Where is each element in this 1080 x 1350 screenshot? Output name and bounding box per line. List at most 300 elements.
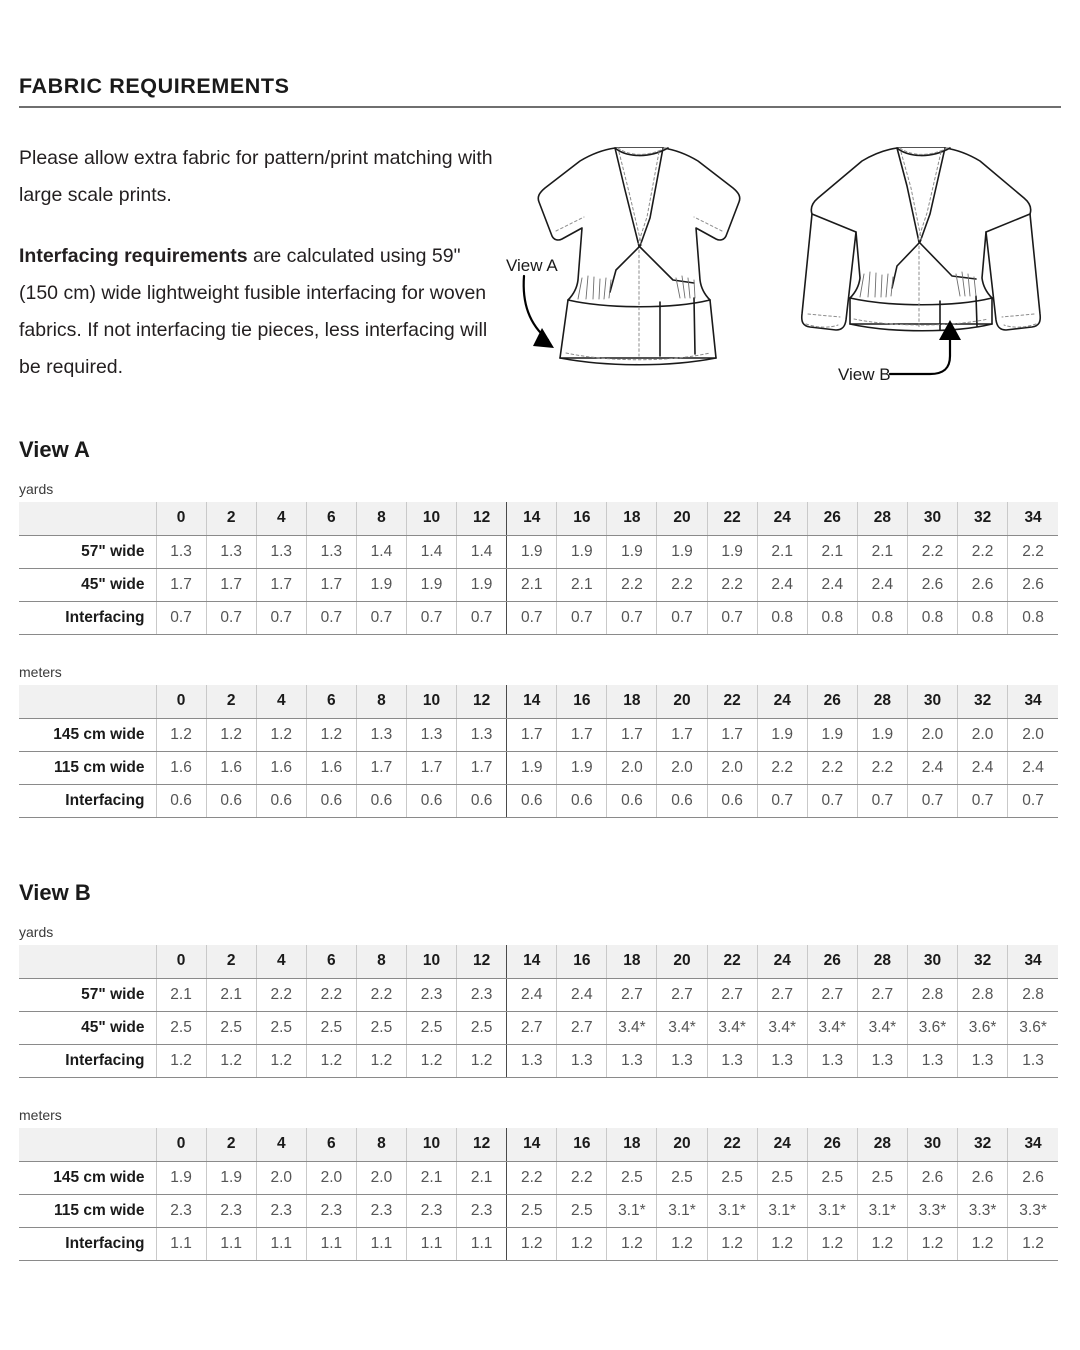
view-b-meters-unit-label: meters (19, 1107, 62, 1123)
yardage-cell: 2.7 (707, 978, 757, 1011)
yardage-cell: 1.2 (657, 1227, 707, 1260)
size-header-26: 26 (807, 945, 857, 978)
size-header-2: 2 (206, 502, 256, 535)
yardage-cell: 0.7 (507, 601, 557, 634)
size-header-0: 0 (156, 502, 206, 535)
size-header-6: 6 (306, 685, 356, 718)
yardage-cell: 1.2 (156, 1044, 206, 1077)
yardage-cell: 3.3* (907, 1194, 957, 1227)
size-header-16: 16 (557, 945, 607, 978)
yardage-cell: 2.7 (557, 1011, 607, 1044)
yardage-cell: 2.4 (1008, 751, 1058, 784)
yardage-cell: 2.2 (958, 535, 1008, 568)
garment-illustrations (498, 128, 1068, 408)
interfacing-requirements-lead: Interfacing requirements (19, 245, 248, 267)
yardage-cell: 3.4* (857, 1011, 907, 1044)
size-header-14: 14 (507, 502, 557, 535)
size-header-24: 24 (757, 502, 807, 535)
yardage-cell: 1.2 (407, 1044, 457, 1077)
yardage-cell: 2.5 (356, 1011, 406, 1044)
yardage-cell: 1.3 (1008, 1044, 1058, 1077)
yardage-cell: 3.4* (757, 1011, 807, 1044)
yardage-cell: 1.3 (958, 1044, 1008, 1077)
row-label: 145 cm wide (19, 718, 156, 751)
view-b-callout-label: View B (838, 365, 891, 384)
yardage-cell: 2.5 (657, 1161, 707, 1194)
size-header-12: 12 (457, 945, 507, 978)
size-header-14: 14 (507, 945, 557, 978)
yardage-cell: 2.5 (857, 1161, 907, 1194)
yardage-cell: 2.0 (306, 1161, 356, 1194)
yardage-cell: 2.1 (156, 978, 206, 1011)
row-label: 45" wide (19, 1011, 156, 1044)
yardage-cell: 2.6 (958, 568, 1008, 601)
row-label: Interfacing (19, 601, 156, 634)
size-header-2: 2 (206, 1128, 256, 1161)
yardage-cell: 1.3 (557, 1044, 607, 1077)
yardage-cell: 1.2 (707, 1227, 757, 1260)
yardage-cell: 1.7 (507, 718, 557, 751)
yardage-cell: 2.0 (707, 751, 757, 784)
yardage-cell: 3.1* (807, 1194, 857, 1227)
size-header-2: 2 (206, 685, 256, 718)
yardage-cell: 1.9 (657, 535, 707, 568)
yardage-cell: 3.4* (707, 1011, 757, 1044)
table-row (19, 718, 1058, 751)
size-header-24: 24 (757, 945, 807, 978)
yardage-cell: 0.6 (657, 784, 707, 817)
yardage-cell: 1.2 (557, 1227, 607, 1260)
table-row (19, 568, 1058, 601)
yardage-cell: 0.7 (757, 784, 807, 817)
yardage-cell: 2.5 (607, 1161, 657, 1194)
yardage-cell: 3.6* (1008, 1011, 1058, 1044)
size-header-22: 22 (707, 945, 757, 978)
yardage-cell: 2.5 (557, 1194, 607, 1227)
interfacing-requirements-rest: are calculated using 59" (150 cm) wide lightweight fusible interfacing for woven fabrics. If not interfacing tie pieces, less interfacing will be required. (19, 245, 488, 378)
yardage-cell: 1.1 (256, 1227, 306, 1260)
table-corner-cell (19, 945, 156, 978)
yardage-cell: 1.2 (958, 1227, 1008, 1260)
size-header-32: 32 (958, 1128, 1008, 1161)
yardage-cell: 1.9 (507, 535, 557, 568)
row-label: 145 cm wide (19, 1161, 156, 1194)
intro-paragraph-2 (19, 238, 499, 386)
yardage-cell: 1.3 (907, 1044, 957, 1077)
yardage-cell: 1.7 (607, 718, 657, 751)
yardage-cell: 2.7 (857, 978, 907, 1011)
size-header-0: 0 (156, 1128, 206, 1161)
view-a-meters-table (19, 685, 1058, 818)
table-row (19, 1227, 1058, 1260)
size-header-24: 24 (757, 685, 807, 718)
yardage-cell: 2.5 (256, 1011, 306, 1044)
size-header-32: 32 (958, 502, 1008, 535)
yardage-cell: 2.6 (1008, 1161, 1058, 1194)
view-a-yards-table (19, 502, 1058, 635)
yardage-cell: 2.8 (1008, 978, 1058, 1011)
size-header-28: 28 (857, 945, 907, 978)
yardage-cell: 1.4 (407, 535, 457, 568)
size-header-row (19, 502, 1058, 535)
yardage-cell: 1.2 (306, 1044, 356, 1077)
yardage-cell: 1.9 (707, 535, 757, 568)
yardage-cell: 2.3 (457, 978, 507, 1011)
yardage-cell: 1.9 (356, 568, 406, 601)
yardage-cell: 2.6 (958, 1161, 1008, 1194)
view-b-yards-unit-label: yards (19, 924, 54, 940)
yardage-cell: 2.5 (707, 1161, 757, 1194)
yardage-cell: 1.7 (707, 718, 757, 751)
intro-text-block (19, 140, 499, 386)
yardage-cell: 2.2 (757, 751, 807, 784)
view-a-heading: View A (19, 437, 90, 462)
yardage-cell: 0.8 (757, 601, 807, 634)
yardage-cell: 0.6 (607, 784, 657, 817)
size-header-4: 4 (256, 945, 306, 978)
size-header-30: 30 (907, 502, 957, 535)
size-header-34: 34 (1008, 945, 1058, 978)
yardage-cell: 2.2 (607, 568, 657, 601)
size-header-32: 32 (958, 945, 1008, 978)
yardage-cell: 0.7 (1008, 784, 1058, 817)
yardage-cell: 1.4 (356, 535, 406, 568)
size-header-10: 10 (407, 502, 457, 535)
yardage-cell: 1.2 (607, 1227, 657, 1260)
title-divider (19, 106, 1061, 108)
row-label: Interfacing (19, 784, 156, 817)
yardage-cell: 1.3 (457, 718, 507, 751)
size-header-22: 22 (707, 1128, 757, 1161)
yardage-cell: 1.7 (206, 568, 256, 601)
yardage-cell: 2.1 (407, 1161, 457, 1194)
yardage-cell: 1.3 (507, 1044, 557, 1077)
yardage-cell: 2.3 (457, 1194, 507, 1227)
yardage-cell: 2.7 (507, 1011, 557, 1044)
size-header-8: 8 (356, 502, 406, 535)
yardage-cell: 1.7 (407, 751, 457, 784)
size-header-4: 4 (256, 685, 306, 718)
yardage-cell: 1.9 (457, 568, 507, 601)
yardage-cell: 1.9 (507, 751, 557, 784)
size-header-2: 2 (206, 945, 256, 978)
row-label: 57" wide (19, 535, 156, 568)
table-row (19, 978, 1058, 1011)
yardage-cell: 1.9 (557, 751, 607, 784)
yardage-cell: 1.9 (857, 718, 907, 751)
size-header-18: 18 (607, 502, 657, 535)
yardage-cell: 2.4 (907, 751, 957, 784)
row-label: 115 cm wide (19, 751, 156, 784)
yardage-cell: 0.6 (156, 784, 206, 817)
yardage-cell: 1.6 (156, 751, 206, 784)
yardage-cell: 3.3* (1008, 1194, 1058, 1227)
yardage-cell: 1.9 (156, 1161, 206, 1194)
yardage-cell: 0.7 (807, 784, 857, 817)
yardage-cell: 0.6 (206, 784, 256, 817)
yardage-cell: 1.3 (857, 1044, 907, 1077)
yardage-cell: 1.1 (457, 1227, 507, 1260)
yardage-cell: 1.2 (757, 1227, 807, 1260)
yardage-cell: 1.1 (156, 1227, 206, 1260)
yardage-cell: 0.6 (256, 784, 306, 817)
yardage-cell: 3.4* (807, 1011, 857, 1044)
yardage-cell: 2.8 (907, 978, 957, 1011)
size-header-6: 6 (306, 945, 356, 978)
yardage-cell: 2.1 (206, 978, 256, 1011)
yardage-cell: 0.7 (958, 784, 1008, 817)
yardage-cell: 2.1 (557, 568, 607, 601)
size-header-8: 8 (356, 945, 406, 978)
size-header-22: 22 (707, 685, 757, 718)
yardage-cell: 2.0 (657, 751, 707, 784)
yardage-cell: 2.7 (807, 978, 857, 1011)
yardage-cell: 1.7 (457, 751, 507, 784)
yardage-cell: 2.2 (907, 535, 957, 568)
view-a-meters-unit-label: meters (19, 664, 62, 680)
size-header-14: 14 (507, 1128, 557, 1161)
size-header-26: 26 (807, 502, 857, 535)
yardage-cell: 2.5 (507, 1194, 557, 1227)
yardage-cell: 1.1 (407, 1227, 457, 1260)
size-header-18: 18 (607, 1128, 657, 1161)
yardage-cell: 3.4* (657, 1011, 707, 1044)
size-header-22: 22 (707, 502, 757, 535)
size-header-10: 10 (407, 1128, 457, 1161)
yardage-cell: 1.4 (457, 535, 507, 568)
yardage-cell: 1.3 (757, 1044, 807, 1077)
yardage-cell: 2.1 (507, 568, 557, 601)
size-header-4: 4 (256, 502, 306, 535)
yardage-cell: 1.9 (757, 718, 807, 751)
size-header-16: 16 (557, 685, 607, 718)
yardage-cell: 0.7 (256, 601, 306, 634)
yardage-cell: 2.5 (206, 1011, 256, 1044)
yardage-cell: 0.7 (557, 601, 607, 634)
size-header-34: 34 (1008, 502, 1058, 535)
size-header-30: 30 (907, 1128, 957, 1161)
yardage-cell: 2.2 (807, 751, 857, 784)
yardage-cell: 1.1 (306, 1227, 356, 1260)
yardage-cell: 2.5 (807, 1161, 857, 1194)
yardage-cell: 1.2 (306, 718, 356, 751)
yardage-cell: 1.2 (807, 1227, 857, 1260)
size-header-26: 26 (807, 1128, 857, 1161)
size-header-8: 8 (356, 685, 406, 718)
yardage-cell: 3.6* (958, 1011, 1008, 1044)
yardage-cell: 1.3 (256, 535, 306, 568)
yardage-cell: 0.6 (306, 784, 356, 817)
yardage-cell: 1.3 (356, 718, 406, 751)
yardage-cell: 1.6 (306, 751, 356, 784)
size-header-6: 6 (306, 502, 356, 535)
yardage-cell: 1.1 (356, 1227, 406, 1260)
size-header-12: 12 (457, 1128, 507, 1161)
yardage-cell: 0.7 (907, 784, 957, 817)
yardage-cell: 2.5 (757, 1161, 807, 1194)
yardage-cell: 2.2 (857, 751, 907, 784)
yardage-cell: 2.3 (156, 1194, 206, 1227)
size-header-18: 18 (607, 685, 657, 718)
row-label: Interfacing (19, 1044, 156, 1077)
size-header-30: 30 (907, 685, 957, 718)
yardage-cell: 0.6 (356, 784, 406, 817)
view-a-callout-arrow (524, 276, 554, 348)
size-header-14: 14 (507, 685, 557, 718)
yardage-cell: 2.2 (306, 978, 356, 1011)
yardage-cell: 1.2 (1008, 1227, 1058, 1260)
size-header-30: 30 (907, 945, 957, 978)
yardage-cell: 3.1* (657, 1194, 707, 1227)
yardage-cell: 2.3 (356, 1194, 406, 1227)
size-header-20: 20 (657, 685, 707, 718)
size-header-32: 32 (958, 685, 1008, 718)
yardage-cell: 2.4 (857, 568, 907, 601)
yardage-cell: 1.7 (156, 568, 206, 601)
row-label: Interfacing (19, 1227, 156, 1260)
yardage-cell: 0.6 (707, 784, 757, 817)
yardage-cell: 0.7 (206, 601, 256, 634)
size-header-row (19, 685, 1058, 718)
yardage-cell: 1.9 (557, 535, 607, 568)
yardage-cell: 1.6 (206, 751, 256, 784)
yardage-cell: 1.3 (707, 1044, 757, 1077)
yardage-cell: 2.8 (958, 978, 1008, 1011)
row-label: 115 cm wide (19, 1194, 156, 1227)
table-row (19, 601, 1058, 634)
size-header-20: 20 (657, 1128, 707, 1161)
size-header-row (19, 1128, 1058, 1161)
yardage-cell: 1.9 (407, 568, 457, 601)
yardage-cell: 2.7 (657, 978, 707, 1011)
yardage-cell: 0.7 (657, 601, 707, 634)
yardage-cell: 1.2 (457, 1044, 507, 1077)
yardage-cell: 1.2 (206, 1044, 256, 1077)
yardage-cell: 2.3 (206, 1194, 256, 1227)
yardage-cell: 2.0 (958, 718, 1008, 751)
size-header-12: 12 (457, 502, 507, 535)
yardage-cell: 3.1* (757, 1194, 807, 1227)
size-header-10: 10 (407, 685, 457, 718)
yardage-cell: 1.3 (407, 718, 457, 751)
yardage-cell: 0.6 (557, 784, 607, 817)
yardage-cell: 1.2 (156, 718, 206, 751)
yardage-cell: 3.4* (607, 1011, 657, 1044)
view-b-heading: View B (19, 880, 91, 905)
yardage-cell: 2.0 (1008, 718, 1058, 751)
yardage-cell: 0.7 (356, 601, 406, 634)
yardage-cell: 2.0 (907, 718, 957, 751)
yardage-cell: 0.6 (507, 784, 557, 817)
view-b-meters-table (19, 1128, 1058, 1261)
size-header-12: 12 (457, 685, 507, 718)
yardage-cell: 2.0 (256, 1161, 306, 1194)
yardage-cell: 1.7 (306, 568, 356, 601)
table-row (19, 535, 1058, 568)
table-corner-cell (19, 685, 156, 718)
yardage-cell: 1.9 (607, 535, 657, 568)
yardage-cell: 1.3 (607, 1044, 657, 1077)
yardage-cell: 2.4 (507, 978, 557, 1011)
yardage-cell: 3.3* (958, 1194, 1008, 1227)
yardage-cell: 0.7 (457, 601, 507, 634)
size-header-34: 34 (1008, 1128, 1058, 1161)
yardage-cell: 2.3 (306, 1194, 356, 1227)
yardage-cell: 2.4 (958, 751, 1008, 784)
size-header-0: 0 (156, 945, 206, 978)
yardage-cell: 1.2 (857, 1227, 907, 1260)
yardage-cell: 1.7 (657, 718, 707, 751)
size-header-20: 20 (657, 945, 707, 978)
yardage-cell: 2.1 (757, 535, 807, 568)
yardage-cell: 2.2 (557, 1161, 607, 1194)
yardage-cell: 2.1 (457, 1161, 507, 1194)
yardage-cell: 2.6 (1008, 568, 1058, 601)
yardage-cell: 2.5 (156, 1011, 206, 1044)
yardage-cell: 2.5 (306, 1011, 356, 1044)
yardage-cell: 0.8 (857, 601, 907, 634)
table-row (19, 1194, 1058, 1227)
yardage-cell: 2.3 (407, 1194, 457, 1227)
yardage-cell: 2.5 (457, 1011, 507, 1044)
yardage-cell: 2.0 (607, 751, 657, 784)
yardage-cell: 1.2 (507, 1227, 557, 1260)
size-header-16: 16 (557, 1128, 607, 1161)
yardage-cell: 2.1 (807, 535, 857, 568)
yardage-cell: 3.1* (857, 1194, 907, 1227)
intro-paragraph-1: Please allow extra fabric for pattern/print matching with large scale prints. (19, 147, 493, 206)
yardage-cell: 0.8 (958, 601, 1008, 634)
yardage-cell: 2.4 (807, 568, 857, 601)
size-header-18: 18 (607, 945, 657, 978)
size-header-0: 0 (156, 685, 206, 718)
yardage-cell: 1.2 (256, 1044, 306, 1077)
size-header-16: 16 (557, 502, 607, 535)
page-title: FABRIC REQUIREMENTS (19, 74, 290, 98)
yardage-cell: 1.3 (206, 535, 256, 568)
table-corner-cell (19, 502, 156, 535)
view-a-callout-label: View A (506, 256, 558, 275)
yardage-cell: 1.7 (256, 568, 306, 601)
yardage-cell: 2.2 (507, 1161, 557, 1194)
yardage-cell: 1.2 (907, 1227, 957, 1260)
yardage-cell: 1.3 (306, 535, 356, 568)
table-row (19, 751, 1058, 784)
yardage-cell: 2.2 (256, 978, 306, 1011)
table-row (19, 784, 1058, 817)
yardage-cell: 1.2 (256, 718, 306, 751)
yardage-cell: 2.7 (757, 978, 807, 1011)
yardage-cell: 1.7 (356, 751, 406, 784)
yardage-cell: 2.4 (757, 568, 807, 601)
yardage-cell: 2.2 (707, 568, 757, 601)
table-row (19, 1161, 1058, 1194)
yardage-cell: 0.8 (907, 601, 957, 634)
yardage-cell: 2.0 (356, 1161, 406, 1194)
yardage-cell: 1.3 (657, 1044, 707, 1077)
view-b-callout-arrow (890, 320, 961, 374)
yardage-cell: 3.1* (607, 1194, 657, 1227)
yardage-cell: 0.6 (407, 784, 457, 817)
size-header-28: 28 (857, 1128, 907, 1161)
yardage-cell: 1.2 (356, 1044, 406, 1077)
yardage-cell: 1.3 (807, 1044, 857, 1077)
yardage-cell: 0.6 (457, 784, 507, 817)
size-header-28: 28 (857, 685, 907, 718)
yardage-cell: 1.3 (156, 535, 206, 568)
yardage-cell: 2.3 (256, 1194, 306, 1227)
size-header-6: 6 (306, 1128, 356, 1161)
